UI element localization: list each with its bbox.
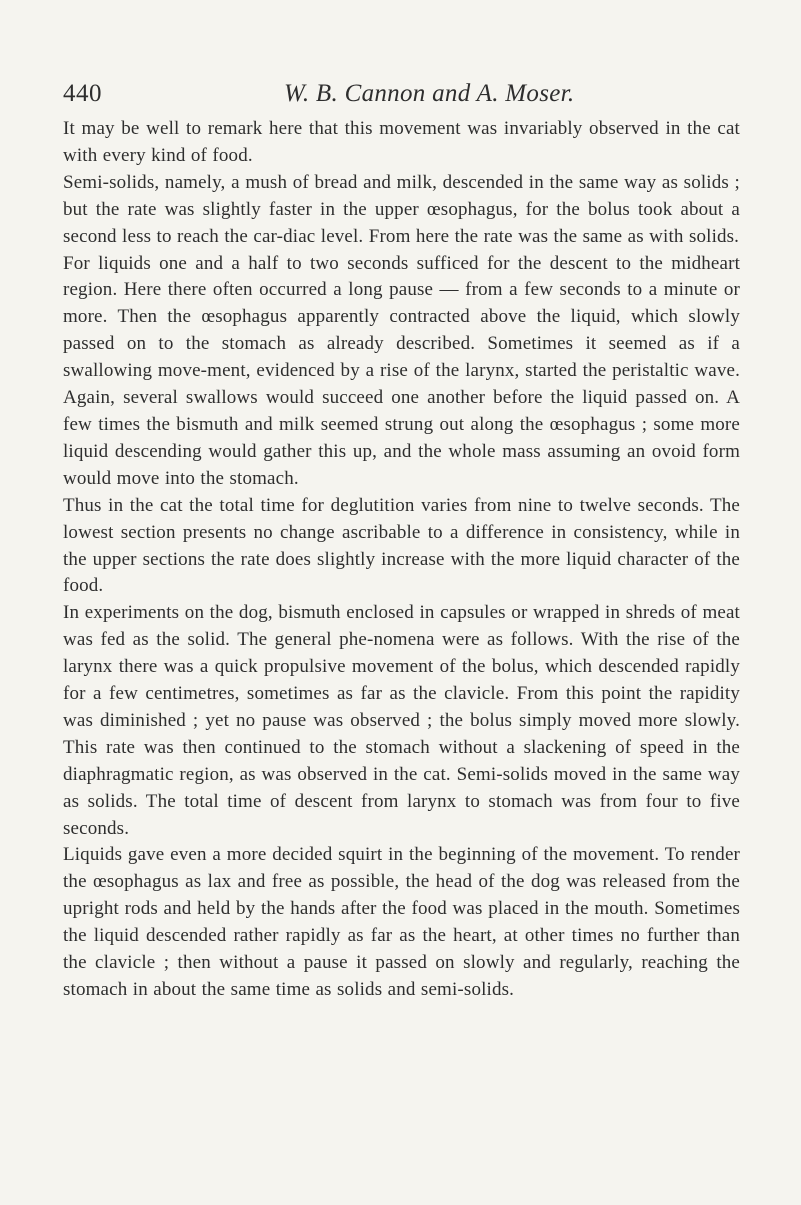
body-text (63, 116, 740, 1004)
paragraph: In experiments on the dog, bismuth enclosed in capsules or wrapped in shreds of meat was fed as the solid. The general phe-nomena were as follows. With the rise of the larynx there was a quick propulsive movement of the bolus, which descended rapidly for a few centimetres, sometimes as far as the clavicle. From this point the rapidity was diminished ; yet no pause was observed ; the bolus simply moved more slowly. This rate was then continued to the stomach without a slackening of speed in the diaphragmatic region, as was observed in the cat. Semi-solids moved in the same way as solids. The total time of descent from larynx to stomach was from four to five seconds. (63, 602, 740, 839)
page-header (0, 78, 801, 118)
paragraph: Thus in the cat the total time for deglutition varies from nine to twelve seconds. The lowest section presents no change ascribable to a difference in consistency, while in the upper sections the rate does slightly increase with the more liquid character of the food. (63, 494, 740, 597)
paragraph: For liquids one and a half to two seconds sufficed for the descent to the midheart region. Here there often occurred a long pause — from a few seconds to a minute or more. Then the œsophagus apparently contracted above the liquid, which slowly passed on to the stomach as already described. Sometimes it seemed as if a swallowing move-ment, evidenced by a rise of the larynx, started the peristaltic wave. Again, several swallows would succeed one another before the liquid passed on. A few times the bismuth and milk seemed strung out along the œsophagus ; some more liquid descending would gather this up, and the whole mass assuming an ovoid form would move into the stomach. (63, 252, 740, 489)
page-number: 440 (63, 80, 102, 107)
paragraph: Liquids gave even a more decided squirt in the beginning of the movement. To render the œsophagus as lax and free as possible, the head of the dog was released from the upright rods and held by the hands after the food was placed in the mouth. Sometimes the liquid descended rather rapidly as far as the heart, at other times no further than the clavicle ; then without a pause it passed on slowly and regularly, reaching the stomach in about the same time as solids and semi-solids. (63, 844, 740, 1000)
paragraph: Semi-solids, namely, a mush of bread and milk, descended in the same way as solids ; but the rate was slightly faster in the upper œsophagus, for the bolus took about a second less to reach the car-diac level. From here the rate was the same as with solids. (63, 171, 740, 247)
paragraph: It may be well to remark here that this movement was invariably observed in the cat with every kind of food. (63, 118, 740, 166)
running-title: W. B. Cannon and A. Moser. (284, 80, 575, 107)
